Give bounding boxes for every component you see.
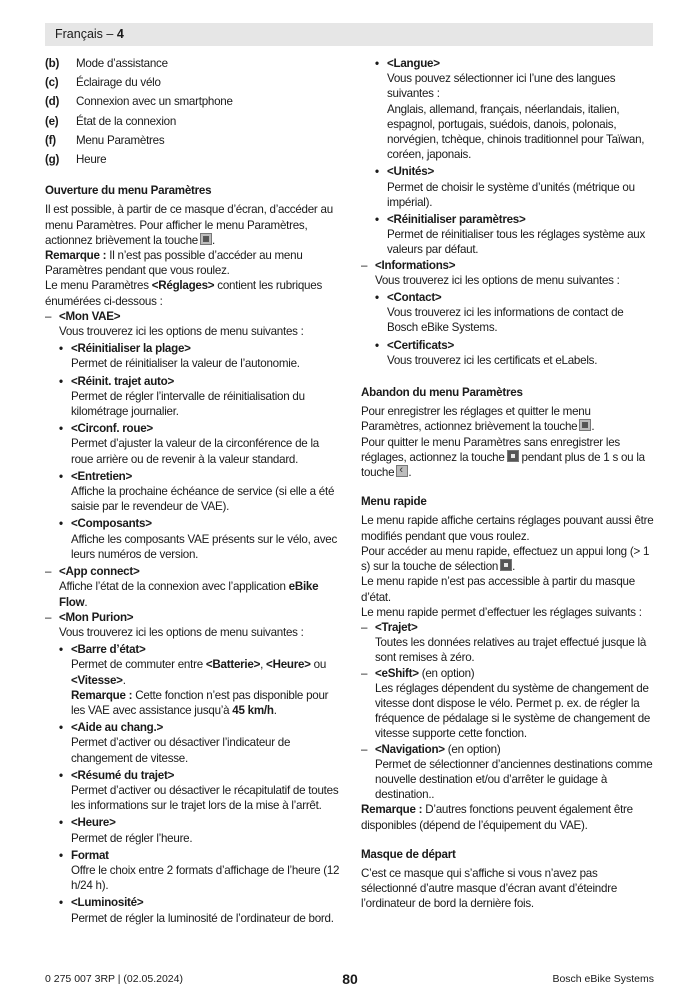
legend-item [45, 75, 341, 90]
text: Le menu Paramètres [45, 279, 152, 293]
quick-option: – <Navigation> (en option) Permet de sélectionner d’anciennes destinations comme nouvelle destination et/ou d’arrêter le guidage à destination.. [361, 742, 653, 802]
option-desc: Offre le choix entre 2 formats d’affichage de l’heure (12 h/24 h). [71, 863, 340, 893]
option-title: <Heure> [71, 816, 116, 830]
menu-section-mon-purion: – <Mon Purion> Vous trouverez ici les options de menu suivantes : • <Barre d’état> Permet de commuter entre <Batterie>, <Heure> ou <Vitesse>. Remarque : Cette fonction n’est pas disponible pour les VAE avec assistance jusqu’à 45 km/h. • <Aide au chang.> Permet d’activer ou désactiver l’indicateur de changement de vitesse. • <Résumé du trajet> Permet d’activer ou désactiver le récapitulatif de toutes les informations sur le trajet lors de la mise à l’arrêt. • <Heure> Permet de régler l’heure. • Format Offre le choix entre 2 formats d’affichage de l’heure (12 h/24 h). • <Luminosité> Permet de régler la luminosité de l’ordinateur de bord. [45, 610, 340, 925]
legend-key: (e) [45, 114, 59, 128]
option-title: <Entretien> [71, 469, 133, 483]
paragraph: Le menu rapide permet d’effectuer les réglages suivants : [361, 605, 642, 619]
select-key-icon [579, 419, 591, 431]
legend-item [45, 114, 341, 129]
menu-option: • Format Offre le choix entre 2 formats d’affichage de l’heure (12 h/24 h). [59, 848, 340, 893]
option-desc: Toutes les données relatives au trajet effectué jusque là sont remises à zéro. [375, 636, 647, 665]
menu-continuation [361, 56, 654, 258]
menu-option: • <Barre d’état> Permet de commuter entre <Batterie>, <Heure> ou <Vitesse>. Remarque : Cette fonction n’est pas disponible pour les VAE avec assistance jusqu’à 45 km/h. [59, 642, 341, 718]
menu-title: <Mon Purion> [59, 610, 134, 624]
text: <Vitesse> [71, 673, 123, 687]
text: (en option) [418, 666, 475, 680]
menu-title: <Mon VAE> [59, 309, 121, 323]
back-key-icon [396, 465, 408, 477]
paragraph: C’est ce masque qui s’affiche si vous n’avez pas sélectionné d’autre masque d’écran avant d’éteindre l’ordinateur de bord la dernière fois. [361, 866, 618, 911]
header-page-number: 4 [116, 27, 124, 41]
legend-key: (f) [45, 133, 56, 147]
option-desc: Permet de sélectionner d’anciennes destinations comme nouvelle destination et/ou d’arrêter le guidage à destination.. [375, 757, 653, 802]
footer-doc-number: 0 275 007 3RP | (02.05.2024) [45, 973, 183, 985]
option-title: <Luminosité> [71, 896, 144, 910]
remark-label: Remarque : [45, 249, 107, 263]
option-desc: Vous pouvez sélectionner ici l’une des langues suivantes : [387, 72, 616, 101]
option-desc: Permet de réinitialiser tous les réglages système aux valeurs par défaut. [387, 228, 646, 257]
menu-title: <App connect> [59, 565, 140, 579]
menu-option: • <Réinitialiser paramètres> Permet de réinitialiser tous les réglages système aux valeurs par défaut. [375, 212, 654, 258]
text: Pour quitter le menu Paramètres sans enregistrer les réglages, actionnez la touche [361, 435, 620, 464]
option-title: <Navigation> [375, 742, 445, 756]
remark-text: Il n’est pas possible d’accéder au menu Paramètres pendant que vous roulez. [45, 249, 303, 278]
option-desc: Permet d’activer ou désactiver l’indicateur de changement de vitesse. [71, 736, 291, 765]
text: . [122, 673, 126, 687]
option-desc: Permet de choisir le système d’unités (métrique ou impérial). [387, 180, 635, 209]
text: . [84, 595, 88, 609]
text: . [273, 703, 277, 717]
menu-option: • <Aide au chang.> Permet d’activer ou désactiver l’indicateur de changement de vitesse. [59, 720, 341, 766]
menu-option: • <Composants> Affiche les composants VAE présents sur le vélo, avec leurs numéros de version. [59, 516, 341, 562]
remark [71, 688, 341, 718]
select-key-icon [500, 559, 512, 571]
page-header-bar [45, 23, 653, 46]
options-intro: Vous trouverez ici les options de menu suivantes : [59, 325, 304, 339]
option-title: <Aide au chang.> [71, 721, 163, 735]
option-title: <Réinit. trajet auto> [71, 374, 174, 388]
legend-text: Heure [76, 153, 107, 167]
option-title: <Trajet> [375, 620, 418, 634]
option-desc: Affiche les composants VAE présents sur le vélo, avec leurs numéros de version. [71, 532, 337, 561]
legend-key: (b) [45, 57, 60, 70]
paragraph: Le menu rapide affiche certains réglages pouvant aussi être modifiés pendant que vous roulez. [361, 514, 654, 543]
text: <Heure> [266, 658, 311, 672]
legend-text: Mode d’assistance [76, 57, 168, 70]
menu-title: <Informations> [375, 258, 456, 272]
section-title-quit-settings: Abandon du menu Paramètres [361, 386, 523, 400]
remark [45, 248, 341, 278]
option-title: <Réinitialiser paramètres> [387, 213, 526, 227]
text: D’autres fonctions peuvent également être disponibles (dépend de l’équipement du VAE). [361, 803, 633, 832]
left-column [45, 56, 341, 926]
text: Cette fonction n’est pas disponible pour les VAE avec assistance jusqu’à [71, 688, 329, 717]
header-language: Français [55, 27, 103, 41]
paragraph: Pour enregistrer les réglages et quitter le menu Paramètres, actionnez brièvement la touche . [361, 405, 595, 434]
paragraph: Pour quitter le menu Paramètres sans enregistrer les réglages, actionnez la touche pendant plus de 1 s ou la touche‹ . [361, 435, 654, 481]
legend-item [45, 94, 341, 109]
legend-key: (g) [45, 153, 60, 167]
menu-option: • <Entretien> Affiche la prochaine échéance de service (si elle a été saisie par le revendeur de VAE). [59, 469, 341, 515]
text: (en option) [444, 742, 501, 756]
menu-option: • <Résumé du trajet> Permet d’activer ou désactiver le récapitulatif de toutes les informations sur le trajet lors de la mise à l’arrêt. [59, 768, 341, 814]
language-list: Anglais, allemand, français, néerlandais, italien, espagnol, portugais, suédois, danois, polonais, norvégien, tchèque, chinois traditionnel pour Taïwan, coréen, japonais. [387, 102, 645, 162]
menu-option: • <Langue> Vous pouvez sélectionner ici l’une des langues suivantes : Anglais, allemand, français, néerlandais, italien, espagnol, portugais, suédois, danois, polonais, norvégien, tchèque, chinois traditionnel pour Taïwan, coréen, japonais. [375, 56, 654, 162]
section-title-start-screen: Masque de départ [361, 847, 456, 861]
options-intro: Vous trouverez ici les options de menu suivantes : [375, 273, 620, 287]
option-title: <Composants> [71, 517, 152, 531]
option-title: <Circonf. roue> [71, 422, 153, 436]
legend-item [45, 133, 341, 148]
legend-text: État de la connexion [76, 114, 177, 128]
quick-option: – <Trajet> Toutes les données relatives au trajet effectué jusque là sont remises à zéro. [361, 620, 654, 666]
option-title: <Contact> [387, 291, 442, 305]
option-title: <Certificats> [387, 338, 454, 352]
option-desc: Permet d’ajuster la valeur de la circonférence de la roue arrière ou de revenir à la valeur standard. [71, 437, 319, 466]
option-title: <Barre d’état> [71, 643, 146, 657]
legend-key: (c) [45, 76, 59, 90]
text: <Batterie> [205, 658, 261, 672]
menu-option: • <Heure> Permet de régler l’heure. [59, 815, 341, 845]
text: Affiche l’état de la connexion avec l’application [59, 580, 289, 594]
legend-item [45, 56, 341, 71]
section-title-open-settings: Ouverture du menu Paramètres [45, 184, 212, 198]
app-name: eBike Flow [59, 580, 319, 609]
legend-text: Menu Paramètres [76, 133, 165, 147]
paragraph-text: Il est possible, à partir de ce masque d’écran, d’accéder au menu Paramètres. Pour afficher le menu Paramètres, actionnez brièvement la touche [45, 203, 333, 247]
select-key-icon [200, 233, 212, 245]
remark-label: Remarque : [71, 688, 133, 702]
option-title: <Réinitialiser la plage> [71, 342, 191, 356]
right-column [361, 56, 654, 912]
legend-key: (d) [45, 95, 60, 109]
text: pendant plus de 1 s ou la touche [361, 450, 645, 480]
option-title: <Unités> [387, 165, 434, 179]
text: Permet de commuter entre [71, 658, 206, 672]
remark-label: Remarque : [361, 803, 423, 817]
option-title: <Résumé du trajet> [71, 768, 175, 782]
option-desc [71, 657, 341, 687]
menu-option: • <Unités> Permet de choisir le système d’unités (métrique ou impérial). [375, 164, 654, 210]
footer-page-number: 80 [342, 971, 358, 987]
menu-option: • <Certificats> Vous trouverez ici les certificats et eLabels. [375, 338, 654, 368]
menu-option: • <Réinitialiser la plage> Permet de réinitialiser la valeur de l’autonomie. [59, 341, 341, 371]
paragraph [45, 278, 341, 308]
select-key-icon [507, 450, 519, 462]
legend-text: Éclairage du vélo [76, 76, 161, 90]
header-dash: – [102, 27, 117, 41]
option-desc: Les réglages dépendent du système de changement de vitesse dont dispose le vélo. Permet p. ex. de régler la fréquence de pédalage si le système de changement de vitesse supporte cette fonction. [375, 681, 651, 741]
menu-section-informations: – <Informations> Vous trouverez ici les options de menu suivantes : • <Contact> Vous trouverez ici les informations de contact de Bosch eBike Systems. • <Certificats> Vous trouverez ici les certificats et eLabels. [361, 258, 654, 368]
menu-option: • <Contact> Vous trouverez ici les informations de contact de Bosch eBike Systems. [375, 290, 654, 336]
text: ou [310, 658, 327, 672]
menu-desc [59, 579, 341, 609]
option-desc: Vous trouverez ici les certificats et eLabels. [387, 353, 598, 367]
menu-name: <Réglages> [151, 279, 215, 293]
text: 45 km/h [232, 703, 274, 717]
section-title-quick-menu: Menu rapide [361, 495, 427, 509]
option-desc: Vous trouverez ici les informations de contact de Bosch eBike Systems. [387, 306, 624, 335]
text: Pour enregistrer les réglages et quitter le menu Paramètres, actionnez brièvement la touche [361, 405, 591, 434]
footer-brand: Bosch eBike Systems [552, 973, 654, 985]
text: contient les rubriques énumérées ci-dessous : [45, 279, 323, 308]
option-desc: Permet de régler l’heure. [71, 831, 193, 845]
text: , [260, 658, 267, 672]
menu-section-mon-vae: – <Mon VAE> Vous trouverez ici les options de menu suivantes : • <Réinitialiser la plage> Permet de réinitialiser la valeur de l’autonomie. • <Réinit. trajet auto> Permet de régler l’intervalle de réinitialisation du kilométrage journalier. • <Circonf. roue> Permet d’ajuster la valeur de la circonférence de la roue arrière ou de revenir à la valeur standard. • <Entretien> Affiche la prochaine échéance de service (si elle a été saisie par le revendeur de VAE). • <Composants> Affiche les composants VAE présents sur le vélo, avec leurs numéros de version. [45, 309, 341, 562]
legend-item [45, 152, 341, 167]
paragraph: Pour accéder au menu rapide, effectuez un appui long (> 1 s) sur la touche de sélection . [361, 544, 650, 574]
option-title: <Langue> [387, 57, 440, 70]
option-title: <eShift> [375, 666, 419, 680]
options-intro: Vous trouverez ici les options de menu suivantes : [59, 625, 304, 639]
option-desc: Permet d’activer ou désactiver le récapitulatif de toutes les informations sur le trajet lors de la mise à l’arrêt. [71, 783, 339, 813]
legend-text: Connexion avec un smartphone [76, 95, 233, 109]
menu-option: • <Réinit. trajet auto> Permet de régler l’intervalle de réinitialisation du kilométrage journalier. [59, 374, 341, 420]
menu-option: • <Circonf. roue> Permet d’ajuster la valeur de la circonférence de la roue arrière ou de revenir à la valeur standard. [59, 421, 341, 467]
option-desc: Permet de régler l’intervalle de réinitialisation du kilométrage journalier. [71, 389, 305, 419]
option-desc: Permet de réinitialiser la valeur de l’autonomie. [71, 357, 300, 371]
text: Pour accéder au menu rapide, effectuez un appui long (> 1 s) sur la touche de sélection [361, 544, 650, 574]
quick-option: – <eShift> (en option) Les réglages dépendent du système de changement de vitesse dont dispose le vélo. Permet p. ex. de régler la fréquence de pédalage si le système de changement de vitesse supporte cette fonction. [361, 666, 654, 742]
paragraph: Il est possible, à partir de ce masque d’écran, d’accéder au menu Paramètres. Pour afficher le menu Paramètres, actionnez brièvement la touche . [45, 203, 333, 247]
remark [361, 802, 654, 832]
option-desc: Permet de régler la luminosité de l’ordinateur de bord. [71, 911, 334, 925]
menu-option: • <Luminosité> Permet de régler la luminosité de l’ordinateur de bord. [59, 895, 341, 925]
menu-section-app-connect: – <App connect> Affiche l’état de la connexion avec l’application eBike Flow. [45, 564, 341, 610]
page-header [55, 27, 124, 41]
paragraph: Le menu rapide n’est pas accessible à partir du masque d’état. [361, 575, 635, 604]
legend-list [45, 56, 341, 167]
option-desc: Affiche la prochaine échéance de service (si elle a été saisie par le revendeur de VAE). [71, 485, 335, 514]
option-title: Format [71, 848, 109, 862]
